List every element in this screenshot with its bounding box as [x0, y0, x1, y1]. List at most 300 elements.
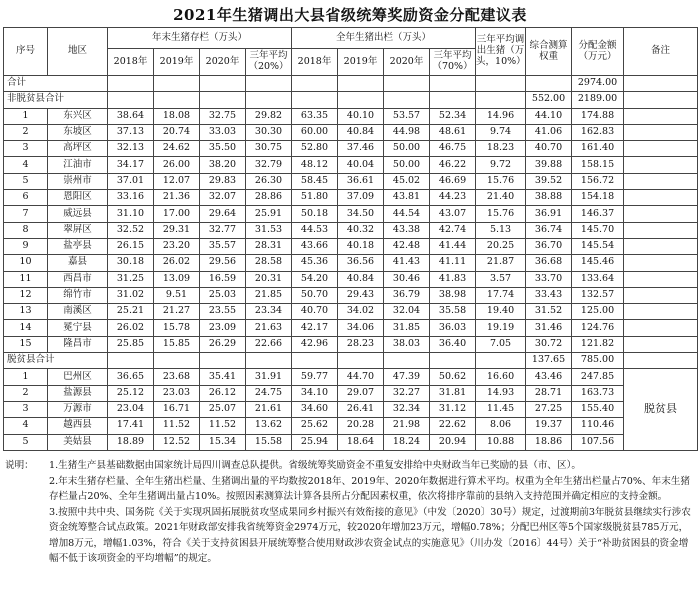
cell-w: 43.46	[526, 369, 572, 385]
cell-o18: 45.36	[292, 255, 338, 271]
cell-o18: 50.18	[292, 206, 338, 222]
remark-cell	[624, 336, 698, 352]
cell-o20: 41.43	[384, 255, 430, 271]
cell-s18: 25.85	[108, 336, 154, 352]
remark-cell	[624, 304, 698, 320]
cell-o18: 42.96	[292, 336, 338, 352]
poor-weight: 137.65	[526, 353, 572, 369]
table-row	[4, 418, 698, 434]
cell-s20: 26.12	[200, 385, 246, 401]
remark-cell	[624, 108, 698, 124]
table-row	[4, 173, 698, 189]
poor-subtotal-row	[4, 353, 698, 369]
cell-s20: 35.57	[200, 238, 246, 254]
remark-cell	[624, 271, 698, 287]
cell-s18: 38.64	[108, 108, 154, 124]
cell-oa: 42.74	[430, 222, 476, 238]
header-region: 地区	[48, 28, 108, 76]
cell-o20: 43.81	[384, 190, 430, 206]
poor-amount: 785.00	[572, 353, 624, 369]
cell-s19: 20.74	[154, 124, 200, 140]
cell-ad: 3.57	[476, 271, 526, 287]
table-row	[4, 304, 698, 320]
note-3: 3.按照中共中央、国务院《关于实现巩固拓展脱贫攻坚成果同乡村振兴有效衔接的意见》（中发〔2020〕30号）规定，过渡期前3年脱贫县继续实行涉农资金统筹整合试点政策。2021年财政部安排我省统筹资金2974万元，较2020年增加23万元，增幅0.78%；分配巴州区等5个国家级脱贫县785万元，增加8万元，增幅1.03%，符合《关于支持贫困县开展统筹整合使用财政涉农资金试点的实施意见》（川办发〔2016〕44号）关于“补助贫困县的资金增幅不低于该项资金的平均增幅”的规定。	[49, 506, 691, 564]
cell-s20: 35.41	[200, 369, 246, 385]
cell-ad: 19.40	[476, 304, 526, 320]
header-amount: 分配金额（万元）	[572, 28, 624, 76]
region-cell: 东兴区	[48, 108, 108, 124]
cell-w: 36.91	[526, 206, 572, 222]
header-stock-2019: 2019年	[154, 49, 200, 76]
cell-o18: 34.60	[292, 401, 338, 417]
cell-w: 30.72	[526, 336, 572, 352]
cell-s19: 9.51	[154, 287, 200, 303]
cell-o18: 44.53	[292, 222, 338, 238]
cell-s20: 33.03	[200, 124, 246, 140]
cell-amt: 121.82	[572, 336, 624, 352]
cell-seq: 1	[4, 108, 48, 124]
region-cell: 东坡区	[48, 124, 108, 140]
table-row	[4, 385, 698, 401]
remark-cell: 脱贫县	[624, 369, 698, 450]
cell-amt: 156.72	[572, 173, 624, 189]
cell-ad: 5.13	[476, 222, 526, 238]
cell-s20: 25.07	[200, 401, 246, 417]
cell-s18: 25.21	[108, 304, 154, 320]
cell-oa: 22.62	[430, 418, 476, 434]
cell-o18: 48.12	[292, 157, 338, 173]
non-poor-weight: 552.00	[526, 92, 572, 108]
cell-s20: 29.64	[200, 206, 246, 222]
cell-o19: 29.43	[338, 287, 384, 303]
cell-oa: 52.34	[430, 108, 476, 124]
cell-o19: 34.06	[338, 320, 384, 336]
cell-seq: 9	[4, 238, 48, 254]
cell-amt: 125.00	[572, 304, 624, 320]
cell-o20: 43.38	[384, 222, 430, 238]
cell-s19: 15.78	[154, 320, 200, 336]
header-remark: 备注	[624, 28, 698, 76]
cell-w: 39.88	[526, 157, 572, 173]
cell-sa: 21.61	[246, 401, 292, 417]
cell-o19: 40.84	[338, 124, 384, 140]
remark-cell	[624, 255, 698, 271]
cell-oa: 41.83	[430, 271, 476, 287]
cell-sa: 20.31	[246, 271, 292, 287]
region-cell: 威远县	[48, 206, 108, 222]
cell-o19: 40.10	[338, 108, 384, 124]
table-row	[4, 401, 698, 417]
cell-seq: 12	[4, 287, 48, 303]
cell-ad: 16.60	[476, 369, 526, 385]
cell-oa: 48.61	[430, 124, 476, 140]
cell-s20: 29.83	[200, 173, 246, 189]
region-cell: 隆昌市	[48, 336, 108, 352]
table-row	[4, 434, 698, 450]
non-poor-subtotal-row	[4, 92, 698, 108]
cell-ad: 9.72	[476, 157, 526, 173]
cell-amt: 124.76	[572, 320, 624, 336]
cell-s20: 23.55	[200, 304, 246, 320]
cell-o20: 44.54	[384, 206, 430, 222]
cell-w: 44.10	[526, 108, 572, 124]
cell-sa: 31.53	[246, 222, 292, 238]
region-cell: 翠屏区	[48, 222, 108, 238]
cell-s19: 12.07	[154, 173, 200, 189]
cell-amt: 110.46	[572, 418, 624, 434]
cell-sa: 26.30	[246, 173, 292, 189]
cell-w: 38.88	[526, 190, 572, 206]
cell-w: 36.70	[526, 238, 572, 254]
cell-o18: 63.35	[292, 108, 338, 124]
cell-amt: 158.15	[572, 157, 624, 173]
cell-o20: 47.39	[384, 369, 430, 385]
cell-seq: 3	[4, 141, 48, 157]
cell-s20: 35.50	[200, 141, 246, 157]
cell-oa: 43.07	[430, 206, 476, 222]
cell-s18: 37.01	[108, 173, 154, 189]
cell-ad: 18.23	[476, 141, 526, 157]
cell-o18: 52.80	[292, 141, 338, 157]
cell-seq: 13	[4, 304, 48, 320]
region-cell: 美姑县	[48, 434, 108, 450]
notes-label: 说明：	[5, 460, 34, 471]
cell-o18: 54.20	[292, 271, 338, 287]
cell-seq: 2	[4, 124, 48, 140]
cell-amt: 162.83	[572, 124, 624, 140]
cell-seq: 5	[4, 173, 48, 189]
cell-ad: 21.87	[476, 255, 526, 271]
region-cell: 恩阳区	[48, 190, 108, 206]
cell-s18: 37.13	[108, 124, 154, 140]
cell-o19: 40.18	[338, 238, 384, 254]
cell-oa: 44.23	[430, 190, 476, 206]
cell-oa: 38.98	[430, 287, 476, 303]
remark-cell	[624, 206, 698, 222]
cell-s18: 31.02	[108, 287, 154, 303]
cell-s19: 29.31	[154, 222, 200, 238]
header-out-2019: 2019年	[338, 49, 384, 76]
cell-o20: 32.34	[384, 401, 430, 417]
cell-o19: 34.50	[338, 206, 384, 222]
cell-ad: 14.96	[476, 108, 526, 124]
cell-o20: 42.48	[384, 238, 430, 254]
cell-s19: 23.68	[154, 369, 200, 385]
cell-seq: 4	[4, 418, 48, 434]
cell-o19: 40.32	[338, 222, 384, 238]
cell-o19: 36.56	[338, 255, 384, 271]
cell-w: 33.43	[526, 287, 572, 303]
cell-o18: 42.17	[292, 320, 338, 336]
cell-amt: 107.56	[572, 434, 624, 450]
cell-o20: 36.79	[384, 287, 430, 303]
cell-s20: 16.59	[200, 271, 246, 287]
cell-oa: 50.62	[430, 369, 476, 385]
note-1: 1.生猪生产县基础数据由国家统计局四川调查总队提供。省级统筹奖励资金不重复安排给中央财政当年已奖励的县（市、区）。	[49, 460, 582, 471]
cell-amt: 155.40	[572, 401, 624, 417]
cell-seq: 3	[4, 401, 48, 417]
table-row	[4, 287, 698, 303]
note-2: 2.年末生猪存栏量、全年生猪出栏量、生猪调出量的平均数按2018年、2019年、2020年数据进行算术平均。权重为全年生猪出栏量占70%、年末生猪存栏量占20%、全年生猪调出量占10%。按照因素测算法计算各县所占分配因素权重，依次将排序靠前的县纳入支持范围并确定相应的支持金额。	[49, 475, 690, 502]
table-row	[4, 222, 698, 238]
cell-amt: 161.40	[572, 141, 624, 157]
cell-s19: 23.20	[154, 238, 200, 254]
allocation-table	[3, 27, 698, 451]
cell-o19: 40.04	[338, 157, 384, 173]
cell-sa: 15.58	[246, 434, 292, 450]
cell-s19: 24.62	[154, 141, 200, 157]
cell-w: 33.70	[526, 271, 572, 287]
table-row	[4, 190, 698, 206]
cell-ad: 11.45	[476, 401, 526, 417]
cell-s18: 25.12	[108, 385, 154, 401]
cell-o18: 43.66	[292, 238, 338, 254]
cell-w: 27.25	[526, 401, 572, 417]
cell-oa: 46.69	[430, 173, 476, 189]
cell-sa: 30.75	[246, 141, 292, 157]
cell-s20: 11.52	[200, 418, 246, 434]
cell-s20: 32.77	[200, 222, 246, 238]
cell-ad: 19.19	[476, 320, 526, 336]
region-cell: 绵竹市	[48, 287, 108, 303]
table-row	[4, 141, 698, 157]
cell-seq: 10	[4, 255, 48, 271]
cell-sa: 21.85	[246, 287, 292, 303]
cell-s20: 15.34	[200, 434, 246, 450]
cell-ad: 7.05	[476, 336, 526, 352]
cell-o20: 18.24	[384, 434, 430, 450]
total-row	[4, 76, 698, 92]
cell-oa: 31.81	[430, 385, 476, 401]
cell-s19: 23.03	[154, 385, 200, 401]
region-cell: 南溪区	[48, 304, 108, 320]
remark-cell	[624, 320, 698, 336]
cell-s20: 23.09	[200, 320, 246, 336]
table-row	[4, 124, 698, 140]
cell-amt: 145.70	[572, 222, 624, 238]
cell-s19: 12.52	[154, 434, 200, 450]
cell-o20: 38.03	[384, 336, 430, 352]
header-out-2020: 2020年	[384, 49, 430, 76]
cell-s19: 18.08	[154, 108, 200, 124]
cell-o19: 18.64	[338, 434, 384, 450]
table-row	[4, 238, 698, 254]
cell-amt: 133.64	[572, 271, 624, 287]
cell-o20: 44.98	[384, 124, 430, 140]
region-cell: 巴州区	[48, 369, 108, 385]
cell-amt: 247.85	[572, 369, 624, 385]
cell-o18: 34.10	[292, 385, 338, 401]
cell-ad: 20.25	[476, 238, 526, 254]
cell-s20: 32.75	[200, 108, 246, 124]
region-cell: 越西县	[48, 418, 108, 434]
cell-sa: 30.30	[246, 124, 292, 140]
cell-s19: 26.00	[154, 157, 200, 173]
header-stock-2020: 2020年	[200, 49, 246, 76]
cell-s18: 17.41	[108, 418, 154, 434]
cell-sa: 25.91	[246, 206, 292, 222]
cell-s18: 26.02	[108, 320, 154, 336]
table-row	[4, 271, 698, 287]
header-out-2018: 2018年	[292, 49, 338, 76]
region-cell: 嘉县	[48, 255, 108, 271]
remark-cell	[624, 190, 698, 206]
page-title: 2021年生猪调出大县省级统筹奖励资金分配建议表	[173, 6, 527, 24]
cell-sa: 24.75	[246, 385, 292, 401]
table-row	[4, 108, 698, 124]
cell-s19: 16.71	[154, 401, 200, 417]
header-weight: 综合测算权重	[526, 28, 572, 76]
cell-s19: 21.36	[154, 190, 200, 206]
cell-o20: 50.00	[384, 157, 430, 173]
cell-o19: 26.41	[338, 401, 384, 417]
cell-w: 36.74	[526, 222, 572, 238]
cell-seq: 2	[4, 385, 48, 401]
cell-s19: 17.00	[154, 206, 200, 222]
cell-s20: 25.03	[200, 287, 246, 303]
cell-sa: 28.86	[246, 190, 292, 206]
cell-oa: 41.44	[430, 238, 476, 254]
cell-w: 31.52	[526, 304, 572, 320]
cell-ad: 17.74	[476, 287, 526, 303]
cell-seq: 1	[4, 369, 48, 385]
cell-seq: 4	[4, 157, 48, 173]
region-cell: 江油市	[48, 157, 108, 173]
cell-oa: 20.94	[430, 434, 476, 450]
cell-o18: 40.70	[292, 304, 338, 320]
cell-ad: 15.76	[476, 206, 526, 222]
cell-o19: 44.70	[338, 369, 384, 385]
table-row	[4, 369, 698, 385]
remark-cell	[624, 157, 698, 173]
cell-s18: 33.16	[108, 190, 154, 206]
poor-label: 脱贫县合计	[4, 353, 108, 369]
cell-amt: 146.37	[572, 206, 624, 222]
table-row	[4, 255, 698, 271]
cell-o20: 31.85	[384, 320, 430, 336]
cell-o18: 25.62	[292, 418, 338, 434]
cell-s18: 31.25	[108, 271, 154, 287]
header-out-avg: 三年平均（70%）	[430, 49, 476, 76]
cell-o18: 60.00	[292, 124, 338, 140]
remark-cell	[624, 173, 698, 189]
cell-oa: 36.03	[430, 320, 476, 336]
remark-cell	[624, 287, 698, 303]
cell-o18: 25.94	[292, 434, 338, 450]
cell-s20: 38.20	[200, 157, 246, 173]
cell-ad: 15.76	[476, 173, 526, 189]
cell-o20: 45.02	[384, 173, 430, 189]
cell-seq: 7	[4, 206, 48, 222]
header-seq: 序号	[4, 28, 48, 76]
cell-o20: 50.00	[384, 141, 430, 157]
cell-sa: 13.62	[246, 418, 292, 434]
remark-cell	[624, 124, 698, 140]
cell-o19: 34.02	[338, 304, 384, 320]
cell-sa: 28.58	[246, 255, 292, 271]
cell-s18: 26.15	[108, 238, 154, 254]
notes-section	[3, 458, 697, 567]
region-cell: 万源市	[48, 401, 108, 417]
cell-ad: 9.74	[476, 124, 526, 140]
region-cell: 高坪区	[48, 141, 108, 157]
cell-seq: 6	[4, 190, 48, 206]
cell-s20: 32.07	[200, 190, 246, 206]
cell-amt: 154.18	[572, 190, 624, 206]
region-cell: 西昌市	[48, 271, 108, 287]
cell-w: 39.52	[526, 173, 572, 189]
header-stock-group: 年末生猪存栏（万头）	[108, 28, 292, 49]
header-out-group: 全年生猪出栏（万头）	[292, 28, 476, 49]
cell-o18: 51.80	[292, 190, 338, 206]
cell-o18: 59.77	[292, 369, 338, 385]
cell-w: 36.68	[526, 255, 572, 271]
cell-oa: 35.58	[430, 304, 476, 320]
cell-s18: 23.04	[108, 401, 154, 417]
cell-seq: 5	[4, 434, 48, 450]
region-cell: 冕宁县	[48, 320, 108, 336]
cell-w: 31.46	[526, 320, 572, 336]
cell-s19: 13.09	[154, 271, 200, 287]
cell-s20: 26.29	[200, 336, 246, 352]
remark-cell	[624, 141, 698, 157]
cell-s18: 32.52	[108, 222, 154, 238]
cell-s19: 21.27	[154, 304, 200, 320]
non-poor-amount: 2189.00	[572, 92, 624, 108]
cell-ad: 21.40	[476, 190, 526, 206]
cell-amt: 145.46	[572, 255, 624, 271]
cell-o20: 32.27	[384, 385, 430, 401]
cell-oa: 46.75	[430, 141, 476, 157]
cell-sa: 29.82	[246, 108, 292, 124]
cell-ad: 14.93	[476, 385, 526, 401]
cell-oa: 36.40	[430, 336, 476, 352]
cell-oa: 46.22	[430, 157, 476, 173]
cell-w: 18.86	[526, 434, 572, 450]
cell-w: 28.71	[526, 385, 572, 401]
cell-o19: 37.46	[338, 141, 384, 157]
cell-ad: 10.88	[476, 434, 526, 450]
cell-o20: 53.57	[384, 108, 430, 124]
cell-w: 40.70	[526, 141, 572, 157]
cell-s18: 32.13	[108, 141, 154, 157]
total-label: 合计	[4, 76, 108, 92]
cell-o19: 37.09	[338, 190, 384, 206]
cell-s20: 29.56	[200, 255, 246, 271]
cell-seq: 11	[4, 271, 48, 287]
cell-seq: 15	[4, 336, 48, 352]
cell-o19: 36.61	[338, 173, 384, 189]
header-stock-2018: 2018年	[108, 49, 154, 76]
cell-o20: 32.04	[384, 304, 430, 320]
cell-sa: 21.63	[246, 320, 292, 336]
table-row	[4, 336, 698, 352]
total-amount: 2974.00	[572, 76, 624, 92]
cell-oa: 31.12	[430, 401, 476, 417]
table-row	[4, 157, 698, 173]
region-cell: 盐源县	[48, 385, 108, 401]
cell-o19: 29.07	[338, 385, 384, 401]
cell-seq: 8	[4, 222, 48, 238]
remark-cell	[624, 238, 698, 254]
cell-s18: 31.10	[108, 206, 154, 222]
cell-amt: 132.57	[572, 287, 624, 303]
cell-amt: 145.54	[572, 238, 624, 254]
cell-oa: 41.11	[430, 255, 476, 271]
cell-s19: 26.02	[154, 255, 200, 271]
table-row	[4, 320, 698, 336]
header-avg-out: 三年平均调出生猪（万头，10%）	[476, 28, 526, 76]
